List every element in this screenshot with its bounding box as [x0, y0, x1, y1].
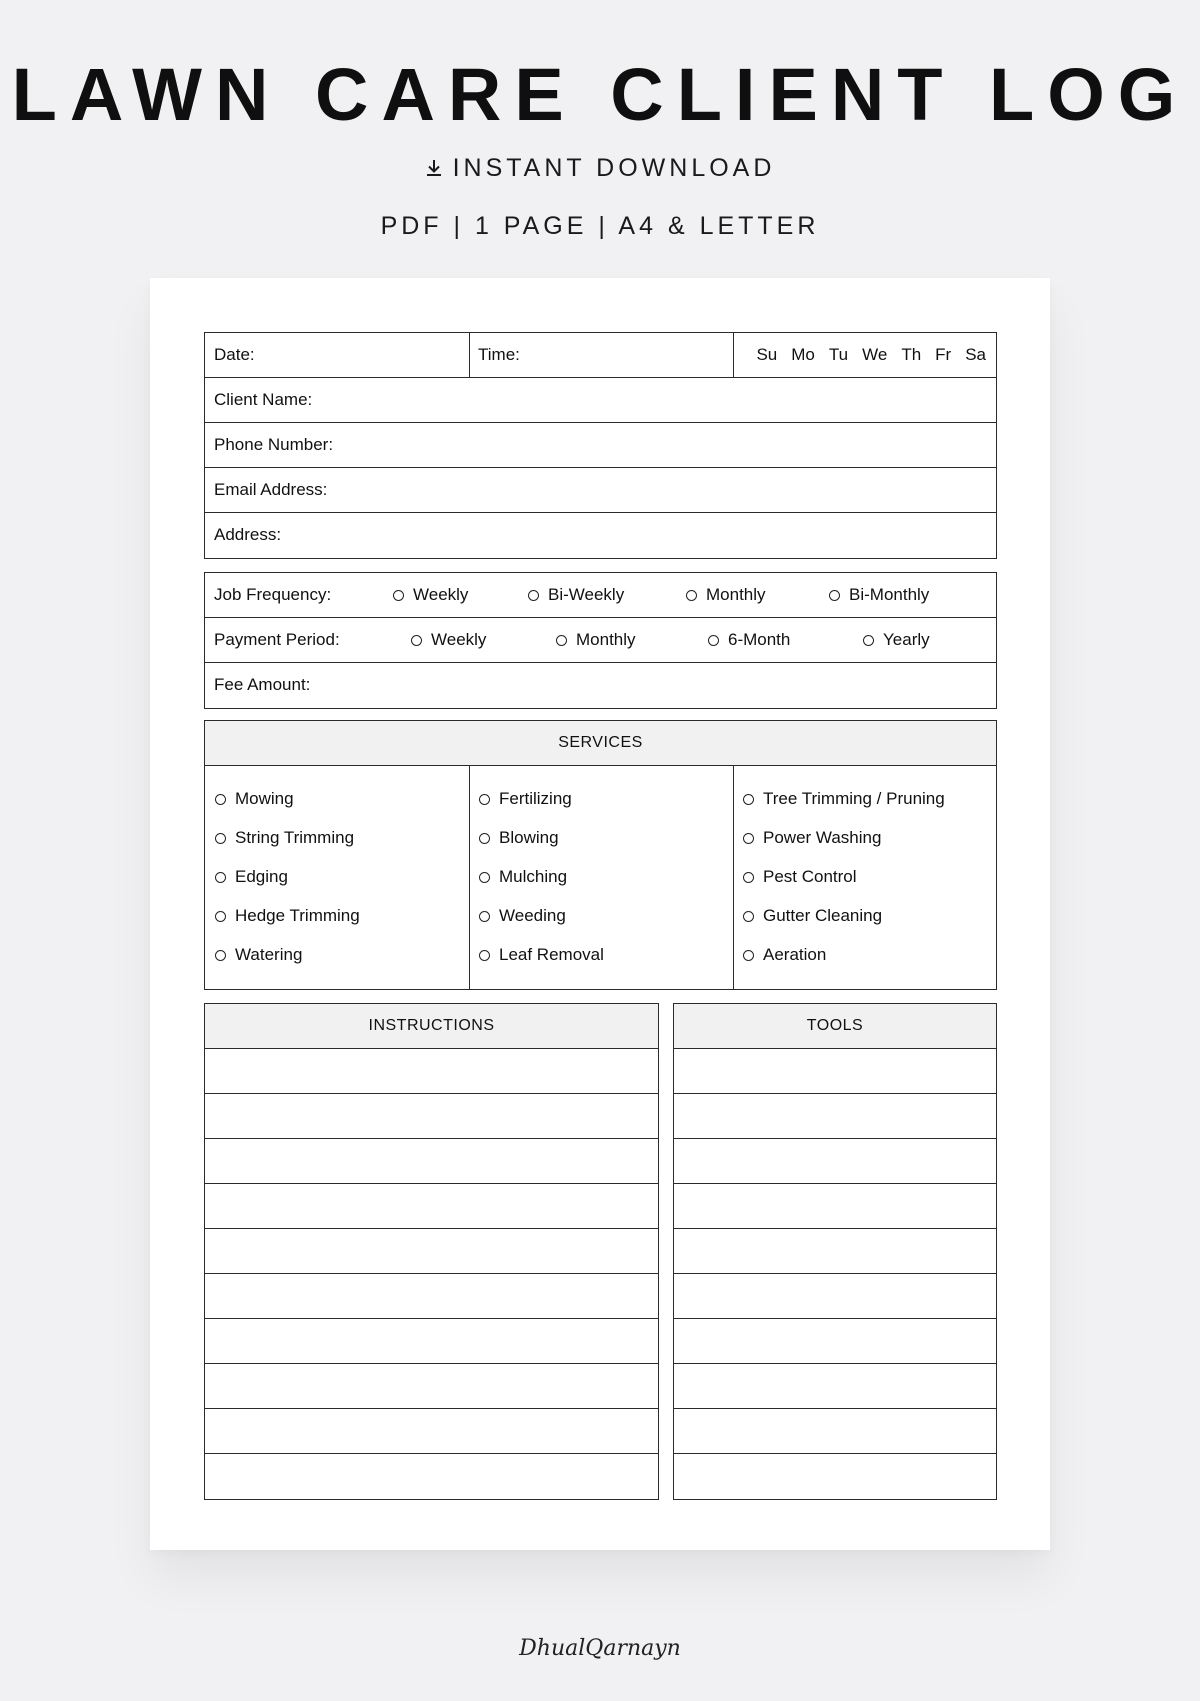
instruction-line[interactable] — [205, 1049, 658, 1094]
services-column-1 — [205, 766, 469, 989]
client-name-field[interactable] — [205, 378, 996, 423]
payment-option-monthly[interactable] — [556, 618, 636, 662]
weekday-selector — [756, 333, 986, 377]
download-icon — [425, 155, 443, 185]
radio-icon — [556, 635, 567, 646]
radio-icon — [686, 590, 697, 601]
option-label: Bi-Weekly — [548, 585, 625, 604]
radio-icon — [411, 635, 422, 646]
radio-icon — [743, 950, 754, 961]
tool-line[interactable] — [674, 1364, 996, 1409]
service-label: Gutter Cleaning — [763, 906, 883, 925]
service-label: Blowing — [499, 828, 559, 847]
service-label: String Trimming — [235, 828, 355, 847]
email-address-field[interactable] — [205, 468, 996, 513]
option-label: Weekly — [413, 585, 469, 604]
radio-icon — [215, 950, 226, 961]
instant-download-label — [0, 153, 1200, 185]
radio-icon — [743, 872, 754, 883]
service-pest-control[interactable] — [743, 865, 857, 889]
designer-signature: DhualQarnayn — [519, 1636, 681, 1661]
instruction-line[interactable] — [205, 1094, 658, 1139]
client-info-table — [204, 332, 997, 559]
date-field[interactable] — [205, 333, 469, 378]
day-su[interactable]: Su — [756, 345, 778, 364]
service-label: Mowing — [235, 789, 294, 808]
service-weeding[interactable] — [479, 904, 566, 928]
phone-number-field[interactable] — [205, 423, 996, 468]
service-label: Weeding — [499, 906, 566, 925]
tool-line[interactable] — [674, 1274, 996, 1319]
payment-option-weekly[interactable] — [411, 618, 486, 662]
option-label: Monthly — [576, 630, 636, 649]
day-we[interactable]: We — [862, 345, 888, 364]
day-th[interactable]: Th — [901, 345, 922, 364]
radio-icon — [479, 950, 490, 961]
service-label: Leaf Removal — [499, 945, 604, 964]
tool-line[interactable] — [674, 1139, 996, 1184]
radio-icon — [743, 794, 754, 805]
option-label: Weekly — [431, 630, 487, 649]
time-label: Time: — [478, 345, 520, 364]
radio-icon — [863, 635, 874, 646]
service-label: Hedge Trimming — [235, 906, 360, 925]
option-label: 6-Month — [728, 630, 791, 649]
service-leaf-removal[interactable] — [479, 943, 604, 967]
payment-period-label: Payment Period: — [214, 630, 340, 649]
service-label: Watering — [235, 945, 303, 964]
instruction-line[interactable] — [205, 1364, 658, 1409]
phone-number-label: Phone Number: — [214, 435, 334, 454]
date-label: Date: — [214, 345, 255, 364]
service-mowing[interactable] — [215, 787, 294, 811]
radio-icon — [528, 590, 539, 601]
service-gutter-cleaning[interactable] — [743, 904, 882, 928]
frequency-option-weekly[interactable] — [393, 573, 468, 617]
radio-icon — [479, 872, 490, 883]
day-sa[interactable]: Sa — [965, 345, 986, 364]
radio-icon — [479, 911, 490, 922]
payment-option-6-month[interactable] — [708, 618, 790, 662]
services-table — [204, 720, 997, 990]
radio-icon — [393, 590, 404, 601]
fee-amount-field[interactable] — [205, 663, 996, 708]
job-frequency-row — [205, 573, 996, 618]
radio-icon — [743, 833, 754, 844]
log-sheet — [150, 278, 1050, 1550]
instructions-heading: INSTRUCTIONS — [205, 1004, 658, 1049]
job-details-table — [204, 572, 997, 709]
tool-line[interactable] — [674, 1049, 996, 1094]
services-column-3 — [733, 766, 997, 989]
instruction-line[interactable] — [205, 1319, 658, 1364]
radio-icon — [215, 794, 226, 805]
service-hedge-trimming[interactable] — [215, 904, 360, 928]
date-time-row — [205, 333, 996, 378]
tool-line[interactable] — [674, 1319, 996, 1364]
service-label: Edging — [235, 867, 288, 886]
service-watering[interactable] — [215, 943, 302, 967]
service-tree-trimming-pruning[interactable] — [743, 787, 945, 811]
frequency-option-bi-monthly[interactable] — [829, 573, 929, 617]
service-power-washing[interactable] — [743, 826, 881, 850]
client-name-label: Client Name: — [214, 390, 313, 409]
option-label: Monthly — [706, 585, 766, 604]
instructions-table — [204, 1003, 659, 1500]
address-field[interactable] — [205, 513, 996, 558]
radio-icon — [708, 635, 719, 646]
services-column-2 — [469, 766, 733, 989]
services-heading: SERVICES — [205, 721, 996, 766]
payment-option-yearly[interactable] — [863, 618, 930, 662]
service-label: Pest Control — [763, 867, 857, 886]
option-label: Bi-Monthly — [849, 585, 930, 604]
tools-heading: TOOLS — [674, 1004, 996, 1049]
email-address-label: Email Address: — [214, 480, 328, 499]
option-label: Yearly — [883, 630, 930, 649]
day-mo[interactable]: Mo — [791, 345, 815, 364]
job-frequency-label: Job Frequency: — [214, 585, 332, 604]
service-string-trimming[interactable] — [215, 826, 354, 850]
divider — [733, 333, 734, 377]
tools-table — [673, 1003, 997, 1500]
instruction-line[interactable] — [205, 1274, 658, 1319]
service-label: Fertilizing — [499, 789, 572, 808]
radio-icon — [829, 590, 840, 601]
service-label: Aeration — [763, 945, 827, 964]
tool-line[interactable] — [674, 1184, 996, 1229]
subtitle-text: INSTANT DOWNLOAD — [452, 154, 776, 182]
frequency-option-monthly[interactable] — [686, 573, 766, 617]
format-info: PDF | 1 PAGE | A4 & LETTER — [380, 212, 820, 240]
instruction-line[interactable] — [205, 1229, 658, 1274]
fee-amount-label: Fee Amount: — [214, 675, 311, 694]
address-label: Address: — [214, 525, 282, 544]
instruction-line[interactable] — [205, 1139, 658, 1184]
service-mulching[interactable] — [479, 865, 567, 889]
tool-line[interactable] — [674, 1094, 996, 1139]
service-label: Tree Trimming / Pruning — [763, 789, 945, 808]
instruction-line[interactable] — [205, 1454, 658, 1499]
service-label: Mulching — [499, 867, 568, 886]
day-tu[interactable]: Tu — [828, 345, 849, 364]
frequency-option-bi-weekly[interactable] — [528, 573, 624, 617]
radio-icon — [215, 872, 226, 883]
day-fr[interactable]: Fr — [935, 345, 952, 364]
instruction-line[interactable] — [205, 1409, 658, 1454]
radio-icon — [479, 833, 490, 844]
radio-icon — [215, 911, 226, 922]
time-field[interactable] — [469, 333, 733, 378]
instruction-line[interactable] — [205, 1184, 658, 1229]
payment-period-row — [205, 618, 996, 663]
service-label: Power Washing — [763, 828, 882, 847]
tool-line[interactable] — [674, 1409, 996, 1454]
service-fertilizing[interactable] — [479, 787, 572, 811]
radio-icon — [743, 911, 754, 922]
radio-icon — [215, 833, 226, 844]
service-blowing[interactable] — [479, 826, 559, 850]
service-edging[interactable] — [215, 865, 288, 889]
tool-line[interactable] — [674, 1454, 996, 1499]
tool-line[interactable] — [674, 1229, 996, 1274]
radio-icon — [479, 794, 490, 805]
page-title: LAWN CARE CLIENT LOG — [11, 53, 1189, 136]
service-aeration[interactable] — [743, 943, 826, 967]
